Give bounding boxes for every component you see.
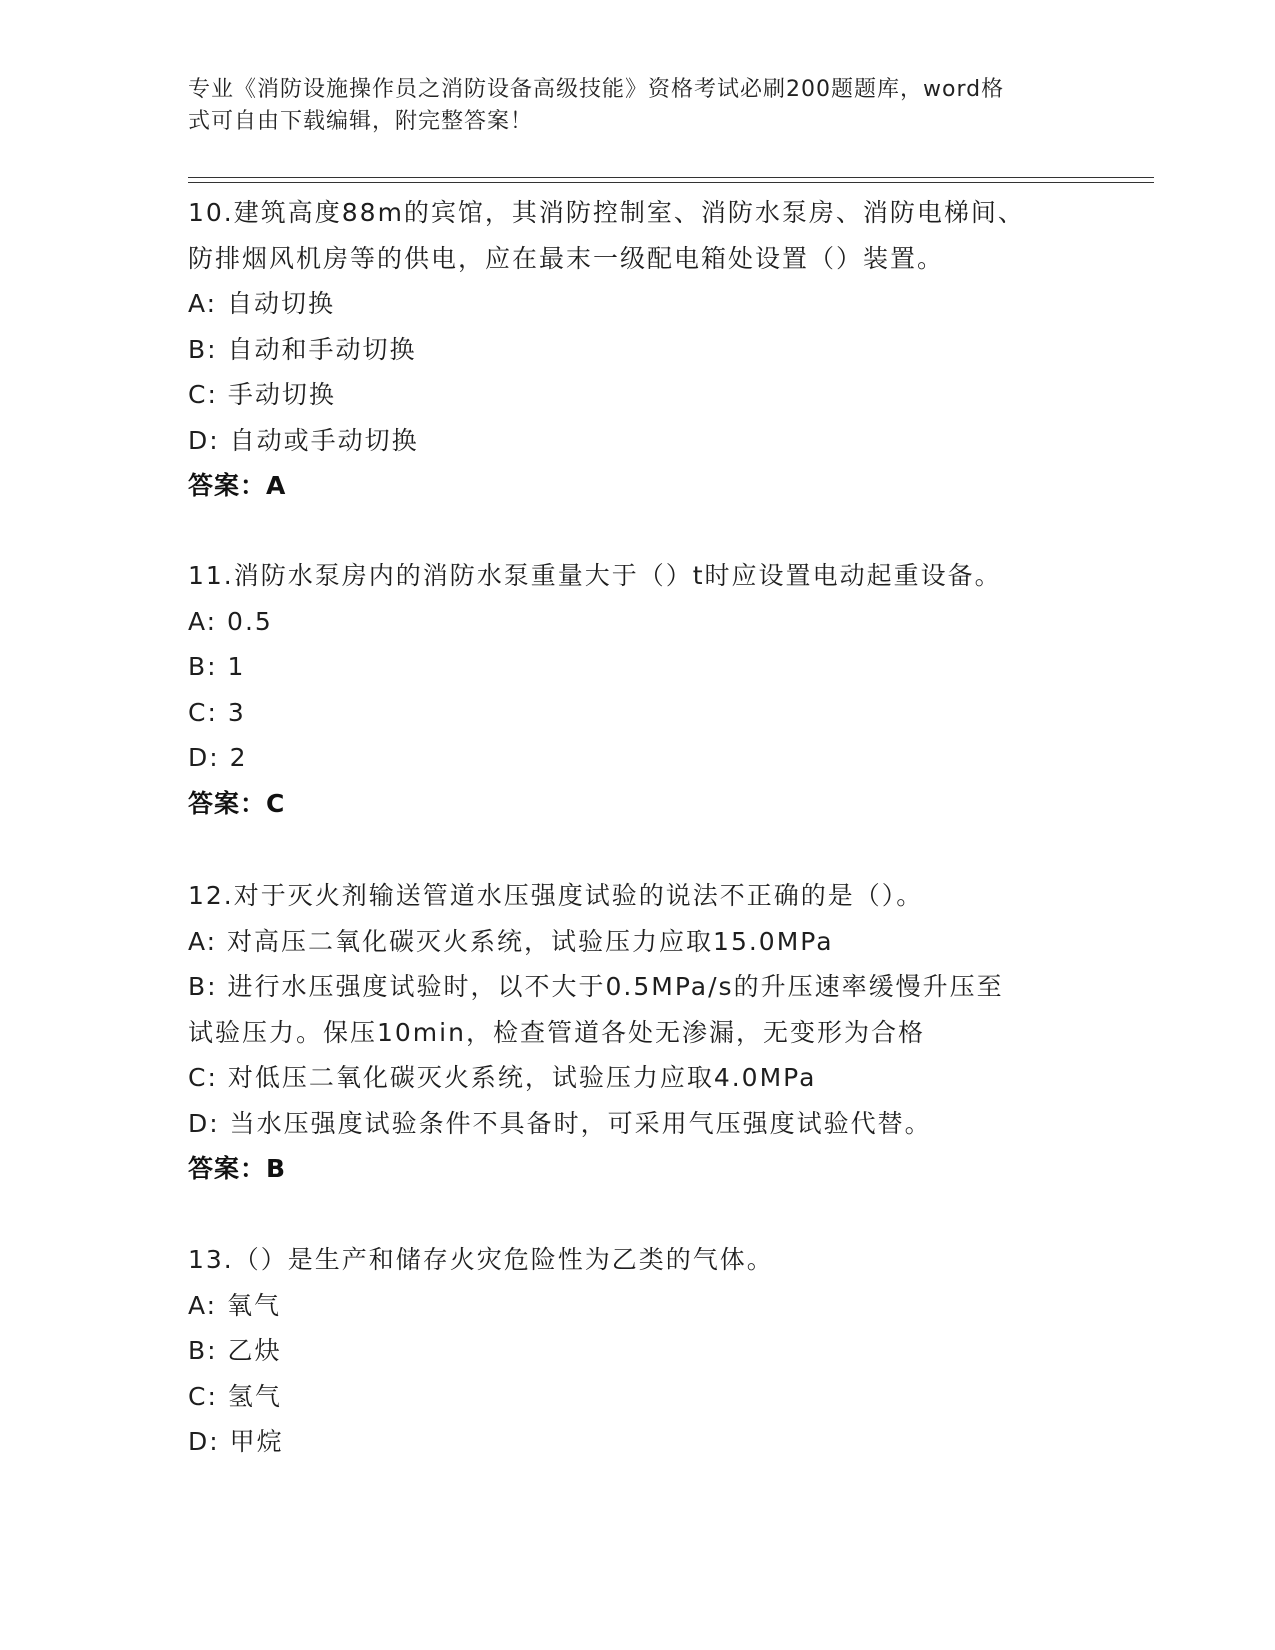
question-stem-line: 11.消防水泵房内的消防水泵重量大于（）t时应设置电动起重设备。	[188, 561, 1002, 590]
header-line-2: 式可自由下载编辑，附完整答案！	[188, 109, 534, 134]
option-b: B: 自动和手动切换	[188, 334, 417, 364]
question-11	[188, 553, 1088, 826]
header-line-1: 专业《消防设施操作员之消防设备高级技能》资格考试必刷200题题库，word格	[188, 77, 1005, 102]
option-d: D: 2	[188, 743, 248, 772]
question-stem-line: 防排烟风机房等的供电，应在最末一级配电箱处设置（）装置。	[188, 243, 945, 273]
option-b: B: 乙炔	[188, 1336, 282, 1365]
header-divider-top	[188, 177, 1154, 178]
answer-label: 答案：A	[188, 471, 287, 500]
answer-label: 答案：C	[188, 788, 286, 818]
option-a: A: 对高压二氧化碳灭火系统，试验压力应取15.0MPa	[188, 926, 834, 956]
header-divider-bottom	[188, 182, 1154, 183]
option-c: C: 手动切换	[188, 380, 336, 409]
question-stem-line: 10.建筑高度88m的宾馆，其消防控制室、消防水泵房、消防电梯间、	[188, 198, 1025, 227]
question-stem-line: 13.（）是生产和储存火灾危险性为乙类的气体。	[188, 1245, 774, 1274]
document-header	[188, 74, 1068, 138]
question-stem-line: 12.对于灭火剂输送管道水压强度试验的说法不正确的是（）。	[188, 881, 924, 910]
option-b: B: 1	[188, 652, 246, 681]
option-b: B: 进行水压强度试验时，以不大于0.5MPa/s的升压速率缓慢升压至	[188, 972, 1004, 1001]
option-c: C: 氢气	[188, 1381, 282, 1411]
option-d: D: 自动或手动切换	[188, 425, 419, 455]
option-c: C: 3	[188, 697, 246, 727]
option-d: D: 甲烷	[188, 1427, 284, 1456]
question-13	[188, 1237, 1088, 1465]
option-c: C: 对低压二氧化碳灭火系统，试验压力应取4.0MPa	[188, 1063, 817, 1092]
option-d: D: 当水压强度试验条件不具备时，可采用气压强度试验代替。	[188, 1108, 932, 1138]
option-b-continued: 试验压力。保压10min，检查管道各处无渗漏，无变形为合格	[188, 1017, 925, 1047]
option-a: A: 0.5	[188, 606, 273, 636]
question-10	[188, 190, 1088, 509]
question-12	[188, 873, 1088, 1192]
option-a: A: 氧气	[188, 1290, 282, 1320]
option-a: A: 自动切换	[188, 289, 336, 318]
answer-label: 答案：B	[188, 1154, 287, 1183]
